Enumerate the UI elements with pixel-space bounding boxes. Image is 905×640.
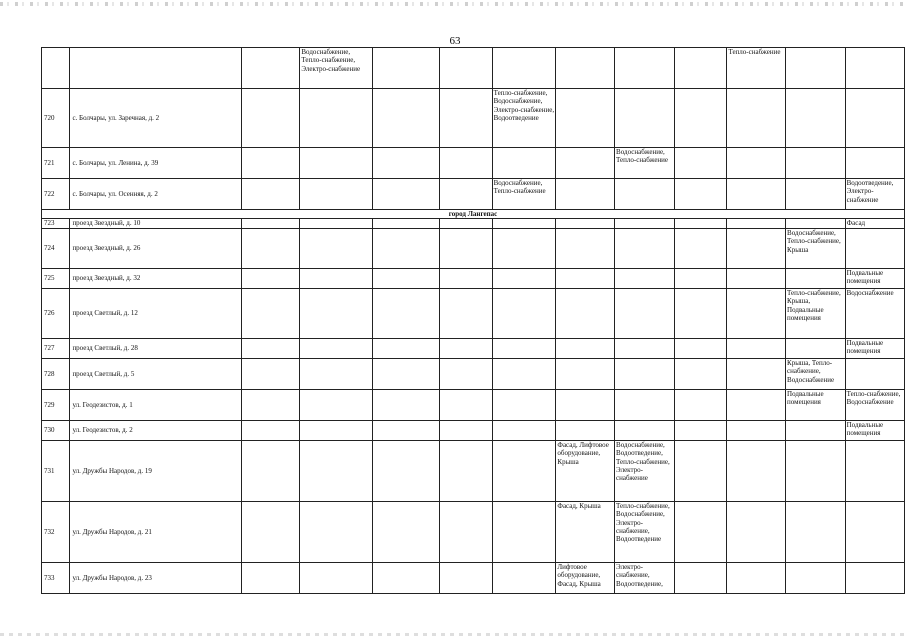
work-cell xyxy=(241,148,300,179)
work-cell xyxy=(439,48,492,89)
row-number: 729 xyxy=(42,389,70,420)
work-cell xyxy=(241,440,300,501)
work-cell xyxy=(241,219,300,228)
work-cell xyxy=(439,228,492,268)
work-cell xyxy=(675,148,727,179)
row-number: 721 xyxy=(42,148,70,179)
work-cell xyxy=(786,268,846,288)
work-schedule-table xyxy=(41,47,905,594)
table-row xyxy=(42,219,905,228)
work-cell xyxy=(727,338,786,358)
row-number: 730 xyxy=(42,420,70,440)
work-cell xyxy=(492,338,556,358)
work-cell xyxy=(300,89,373,148)
work-cell xyxy=(727,179,786,210)
work-cell xyxy=(845,148,904,179)
work-cell xyxy=(615,228,675,268)
table-row xyxy=(42,389,905,420)
table-row xyxy=(42,338,905,358)
work-cell xyxy=(675,420,727,440)
work-cell xyxy=(615,179,675,210)
page-number: 63 xyxy=(449,35,461,47)
work-cell xyxy=(675,48,727,89)
work-cell xyxy=(727,358,786,389)
table-row xyxy=(42,501,905,562)
work-cell xyxy=(373,89,439,148)
work-cell xyxy=(439,358,492,389)
work-cell xyxy=(439,268,492,288)
work-cell xyxy=(492,501,556,562)
work-cell xyxy=(300,420,373,440)
work-cell xyxy=(727,389,786,420)
table-row xyxy=(42,228,905,268)
scan-artifact-bottom xyxy=(0,633,905,636)
work-cell xyxy=(786,89,846,148)
row-address: проезд Звездный, д. 26 xyxy=(70,228,241,268)
work-cell xyxy=(300,268,373,288)
work-cell xyxy=(300,440,373,501)
work-cell xyxy=(373,562,439,593)
work-cell: Водоснабжение, Тепло-снабжение xyxy=(492,179,556,210)
work-cell xyxy=(241,420,300,440)
row-number: 720 xyxy=(42,89,70,148)
work-cell xyxy=(373,358,439,389)
row-number: 723 xyxy=(42,219,70,228)
work-cell xyxy=(492,148,556,179)
work-cell xyxy=(675,358,727,389)
work-cell xyxy=(300,389,373,420)
work-cell xyxy=(492,389,556,420)
work-cell xyxy=(675,562,727,593)
work-cell xyxy=(241,89,300,148)
work-cell xyxy=(556,420,615,440)
work-cell xyxy=(675,219,727,228)
work-cell xyxy=(439,219,492,228)
work-cell xyxy=(373,501,439,562)
work-cell xyxy=(615,48,675,89)
work-cell xyxy=(241,389,300,420)
work-cell xyxy=(727,420,786,440)
work-cell xyxy=(241,338,300,358)
row-address: ул. Дружбы Народов, д. 23 xyxy=(70,562,241,593)
work-cell xyxy=(615,338,675,358)
work-cell xyxy=(373,48,439,89)
work-cell xyxy=(300,358,373,389)
row-number: 722 xyxy=(42,179,70,210)
work-cell: Тепло-снабжение, Водоснабжение, Электро-снабжение, Водоотведение xyxy=(492,89,556,148)
work-cell xyxy=(675,338,727,358)
row-address: с. Болчары, ул. Осенняя, д. 2 xyxy=(70,179,241,210)
work-cell xyxy=(556,179,615,210)
work-cell xyxy=(845,501,904,562)
work-cell xyxy=(786,440,846,501)
work-cell xyxy=(556,358,615,389)
work-cell xyxy=(492,440,556,501)
work-cell xyxy=(241,501,300,562)
work-cell xyxy=(845,358,904,389)
work-cell xyxy=(556,288,615,338)
work-cell xyxy=(300,219,373,228)
work-cell xyxy=(556,389,615,420)
work-cell xyxy=(439,440,492,501)
work-cell xyxy=(492,420,556,440)
work-cell xyxy=(439,338,492,358)
work-cell xyxy=(492,358,556,389)
work-cell xyxy=(439,420,492,440)
work-cell xyxy=(675,501,727,562)
work-cell: Водоснабжение, Тепло-снабжение, Крыша xyxy=(786,228,846,268)
table-row xyxy=(42,268,905,288)
work-cell: Тепло-снабжение, Водоснабжение, Электро-снабжение, Водоотведение xyxy=(615,501,675,562)
work-cell xyxy=(786,148,846,179)
work-cell xyxy=(492,48,556,89)
work-cell xyxy=(615,268,675,288)
row-address: проезд Светлый, д. 12 xyxy=(70,288,241,338)
row-address: проезд Звездный, д. 10 xyxy=(70,219,241,228)
work-cell xyxy=(727,219,786,228)
work-cell xyxy=(492,268,556,288)
row-number: 732 xyxy=(42,501,70,562)
table-row xyxy=(42,420,905,440)
row-number: 728 xyxy=(42,358,70,389)
work-cell xyxy=(727,268,786,288)
work-cell xyxy=(373,228,439,268)
row-address: с. Болчары, ул. Ленина, д. 39 xyxy=(70,148,241,179)
work-cell xyxy=(727,562,786,593)
work-cell xyxy=(241,48,300,89)
work-cell xyxy=(373,148,439,179)
work-cell xyxy=(786,48,846,89)
work-cell xyxy=(786,179,846,210)
work-cell xyxy=(373,179,439,210)
work-cell: Подвальные помещения xyxy=(845,420,904,440)
table-row xyxy=(42,179,905,210)
work-cell xyxy=(373,420,439,440)
work-cell: Водоотведение, Электро-снабжение xyxy=(845,179,904,210)
work-cell xyxy=(675,389,727,420)
row-number: 725 xyxy=(42,268,70,288)
work-cell xyxy=(675,440,727,501)
work-cell: Фасад, Крыша xyxy=(556,501,615,562)
work-cell xyxy=(845,562,904,593)
work-cell xyxy=(727,148,786,179)
city-name: город Лангепас xyxy=(42,210,905,219)
work-cell xyxy=(439,179,492,210)
row-number xyxy=(42,48,70,89)
work-cell xyxy=(300,288,373,338)
work-cell xyxy=(373,389,439,420)
work-cell xyxy=(675,89,727,148)
table-row xyxy=(42,148,905,179)
work-cell xyxy=(615,219,675,228)
work-cell xyxy=(556,148,615,179)
row-number: 733 xyxy=(42,562,70,593)
work-cell xyxy=(492,562,556,593)
work-cell xyxy=(727,440,786,501)
work-cell: Электро-снабжение, Водоотведение, xyxy=(615,562,675,593)
work-cell xyxy=(786,562,846,593)
work-cell xyxy=(492,219,556,228)
work-cell xyxy=(786,338,846,358)
work-cell xyxy=(373,288,439,338)
city-header-row xyxy=(42,210,905,219)
work-cell xyxy=(727,89,786,148)
work-cell xyxy=(439,562,492,593)
work-cell xyxy=(439,389,492,420)
row-address xyxy=(70,48,241,89)
work-cell xyxy=(615,288,675,338)
work-cell xyxy=(675,179,727,210)
work-cell: Подвальные помещения xyxy=(786,389,846,420)
work-cell: Подвальные помещения xyxy=(845,338,904,358)
scan-artifact-top xyxy=(0,2,905,6)
work-cell xyxy=(786,501,846,562)
work-cell xyxy=(373,338,439,358)
work-cell xyxy=(241,288,300,338)
work-cell xyxy=(845,228,904,268)
row-address: с. Болчары, ул. Заречная, д. 2 xyxy=(70,89,241,148)
work-cell: Водоснабжение xyxy=(845,288,904,338)
work-cell: Фасад, Лифтовое оборудование, Крыша xyxy=(556,440,615,501)
row-address: ул. Геодезистов, д. 1 xyxy=(70,389,241,420)
row-number: 726 xyxy=(42,288,70,338)
table-row xyxy=(42,288,905,338)
work-cell xyxy=(675,228,727,268)
row-address: проезд Звездный, д. 32 xyxy=(70,268,241,288)
work-cell xyxy=(300,148,373,179)
work-cell xyxy=(675,288,727,338)
work-cell xyxy=(675,268,727,288)
work-cell: Водоснабжение, Тепло-снабжение xyxy=(615,148,675,179)
work-cell xyxy=(241,268,300,288)
work-cell: Водоснабжение, Водоотведение, Тепло-снабжение, Электро-снабжение xyxy=(615,440,675,501)
work-cell: Лифтовое оборудование, Фасад, Крыша xyxy=(556,562,615,593)
work-cell xyxy=(556,89,615,148)
work-cell xyxy=(439,288,492,338)
work-cell xyxy=(300,562,373,593)
work-cell xyxy=(373,219,439,228)
work-cell: Тепло-снабжение xyxy=(727,48,786,89)
work-cell xyxy=(845,89,904,148)
work-cell xyxy=(845,48,904,89)
work-cell: Подвальные помещения xyxy=(845,268,904,288)
work-cell xyxy=(556,48,615,89)
work-cell xyxy=(439,501,492,562)
work-cell xyxy=(300,501,373,562)
work-cell xyxy=(241,562,300,593)
work-cell xyxy=(556,268,615,288)
row-address: ул. Дружбы Народов, д. 21 xyxy=(70,501,241,562)
work-cell xyxy=(786,420,846,440)
work-cell xyxy=(556,228,615,268)
work-cell xyxy=(556,219,615,228)
row-number: 731 xyxy=(42,440,70,501)
table-row xyxy=(42,562,905,593)
work-cell xyxy=(615,89,675,148)
work-cell xyxy=(300,228,373,268)
work-cell xyxy=(615,420,675,440)
table-row xyxy=(42,48,905,89)
work-cell: Фасад xyxy=(845,219,904,228)
work-cell xyxy=(615,358,675,389)
work-cell: Крыша, Тепло-снабжение, Водоснабжение xyxy=(786,358,846,389)
work-cell xyxy=(373,440,439,501)
work-cell xyxy=(727,228,786,268)
row-address: ул. Дружбы Народов, д. 19 xyxy=(70,440,241,501)
row-address: проезд Светлый, д. 28 xyxy=(70,338,241,358)
work-cell xyxy=(845,440,904,501)
work-cell xyxy=(786,219,846,228)
work-cell xyxy=(727,501,786,562)
work-cell xyxy=(492,228,556,268)
work-cell xyxy=(300,179,373,210)
work-cell xyxy=(373,268,439,288)
table-row xyxy=(42,440,905,501)
work-cell xyxy=(556,338,615,358)
work-cell xyxy=(439,89,492,148)
work-cell xyxy=(241,358,300,389)
work-cell: Тепло-снабжение, Водоснабжение xyxy=(845,389,904,420)
work-cell xyxy=(439,148,492,179)
row-number: 724 xyxy=(42,228,70,268)
work-cell xyxy=(241,228,300,268)
table-row xyxy=(42,89,905,148)
row-number: 727 xyxy=(42,338,70,358)
row-address: проезд Светлый, д. 5 xyxy=(70,358,241,389)
work-cell xyxy=(300,338,373,358)
work-cell xyxy=(241,179,300,210)
work-cell xyxy=(727,288,786,338)
work-cell xyxy=(615,389,675,420)
table-row xyxy=(42,358,905,389)
row-address: ул. Геодезистов, д. 2 xyxy=(70,420,241,440)
work-cell: Водоснабжение, Тепло-снабжение, Электро-снабжение xyxy=(300,48,373,89)
work-cell xyxy=(492,288,556,338)
work-cell: Тепло-снабжение, Крыша, Подвальные помещения xyxy=(786,288,846,338)
